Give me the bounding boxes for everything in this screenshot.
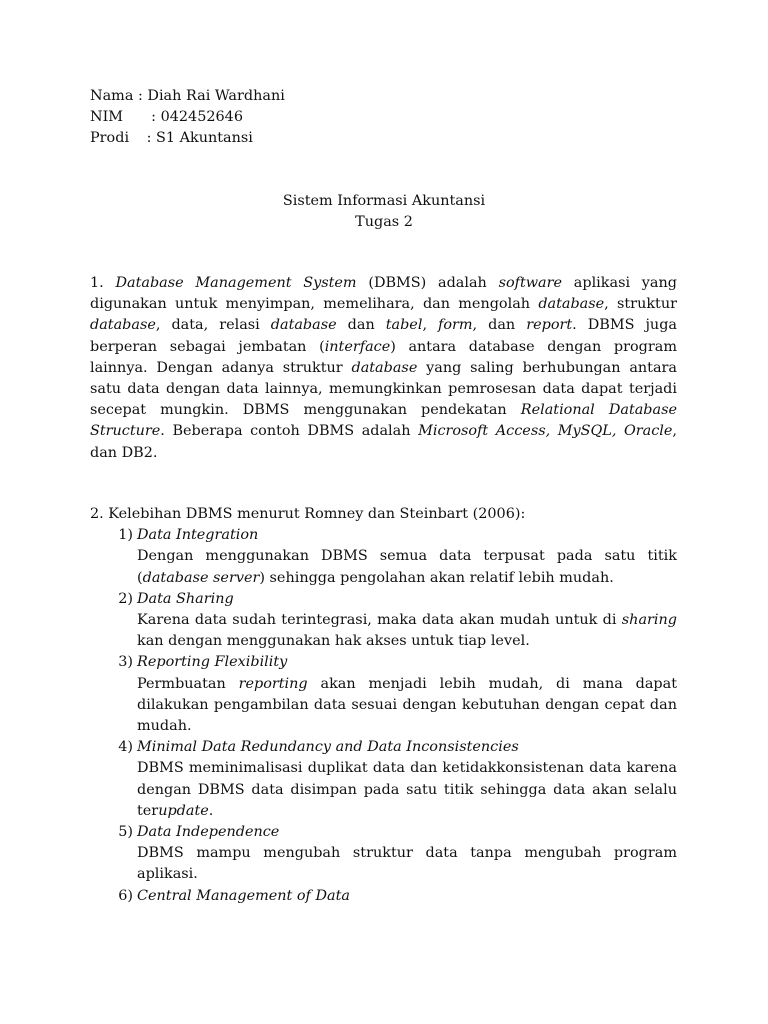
text-run: database xyxy=(538,296,605,313)
text-run: software xyxy=(498,275,563,291)
nama-row xyxy=(90,86,285,107)
list-number: 6) xyxy=(118,887,133,904)
prodi-value: : S1 Akuntansi xyxy=(142,130,253,147)
list-item xyxy=(90,652,677,673)
text-run: Database Management System xyxy=(115,275,357,291)
prodi-row xyxy=(90,128,285,149)
text-run: update xyxy=(158,802,209,819)
text-run: database xyxy=(351,359,418,376)
nim-label: NIM xyxy=(90,109,124,126)
text-run: yang saling berhubungan antara satu data dengan data lainnya, memungkinkan pemrosesan data dapat terjadi secepat mungkin. DBMS menggunakan pendekatan xyxy=(90,359,677,419)
list-item xyxy=(90,737,677,758)
text-run: . xyxy=(208,802,214,819)
list-item-description xyxy=(137,610,677,652)
text-run: database server xyxy=(142,569,260,586)
list-item-title: Data Sharing xyxy=(137,590,234,607)
text-run: tabel xyxy=(385,317,423,334)
text-run: DBMS mampu mengubah struktur data tanpa mengubah program aplikasi. xyxy=(137,845,677,883)
list-number: 3) xyxy=(118,654,133,671)
section-2-heading: 2. Kelebihan DBMS menurut Romney dan Steinbart (2006): xyxy=(90,506,526,522)
list-item xyxy=(90,822,677,843)
nim-value: : 042452646 xyxy=(142,109,243,126)
text-run: dan xyxy=(336,317,386,334)
list-number: 2) xyxy=(118,590,133,607)
document-title xyxy=(0,191,768,233)
nama-value: : Diah Rai Wardhani xyxy=(133,88,285,104)
text-run: kan dengan menggunakan hak akses untuk tiap level. xyxy=(137,633,530,650)
text-run: ) antara database dengan program lainnya. Dengan adanya struktur xyxy=(90,338,677,376)
title-line-1: Sistem Informasi Akuntansi xyxy=(282,193,486,209)
list-item-description xyxy=(137,546,677,588)
text-run: Dengan menggunakan DBMS semua data terpusat pada satu titik ( xyxy=(137,548,677,586)
list-item-description xyxy=(137,843,677,885)
list-item-title: Data Independence xyxy=(137,824,280,841)
text-run: form xyxy=(438,317,473,334)
section-1-paragraph xyxy=(90,273,677,464)
text-run: , xyxy=(422,317,439,334)
text-run: . Beberapa contoh DBMS adalah xyxy=(160,423,419,440)
list-number: 4) xyxy=(118,739,133,756)
text-run: report xyxy=(526,317,573,334)
text-run: , dan DB2. xyxy=(90,423,677,461)
list-number: 1) xyxy=(118,527,133,544)
nama-label: Nama xyxy=(90,88,134,104)
text-run: database xyxy=(270,317,337,334)
text-run: 1. xyxy=(90,275,116,291)
text-run: . DBMS juga berperan sebagai jembatan ( xyxy=(90,317,677,355)
text-run: Karena data sudah terintegrasi, maka data akan mudah untuk di xyxy=(137,612,622,629)
text-run: , struktur xyxy=(604,296,677,313)
text-run: aplikasi yang digunakan untuk menyimpan, memelihara, dan mengolah xyxy=(90,275,677,313)
list-item-description xyxy=(137,674,677,738)
list-item-title: Data Integration xyxy=(137,527,259,544)
text-run: Microsoft Access, MySQL, Oracle xyxy=(418,423,673,440)
text-run: (DBMS) adalah xyxy=(356,275,499,291)
list-item-description xyxy=(137,758,677,822)
list-number: 5) xyxy=(118,824,133,841)
list-item xyxy=(90,589,677,610)
list-item-title: Reporting Flexibility xyxy=(137,654,288,671)
list-item-title: Minimal Data Redundancy and Data Inconsistencies xyxy=(137,739,519,756)
nim-row xyxy=(90,107,285,128)
list-item xyxy=(90,886,677,907)
text-run: database xyxy=(90,317,156,334)
student-info xyxy=(90,86,285,150)
text-run: , dan xyxy=(472,317,527,334)
text-run: reporting xyxy=(238,675,308,692)
text-run: ) sehingga pengolahan akan relatif lebih mudah. xyxy=(259,569,614,586)
text-run: interface xyxy=(324,338,391,355)
prodi-label: Prodi xyxy=(90,130,130,147)
text-run: akan menjadi lebih mudah, di mana dapat dilakukan pengambilan data sesuai dengan kebutuhan dengan cepat dan mudah. xyxy=(137,675,678,735)
list-item xyxy=(90,525,677,546)
title-line-2: Tugas 2 xyxy=(355,214,413,231)
text-run: sharing xyxy=(621,612,677,629)
text-run: Relational Database Structure xyxy=(90,402,678,440)
list-item-title: Central Management of Data xyxy=(137,887,350,904)
text-run: , data, relasi xyxy=(155,317,271,334)
text-run: Permbuatan xyxy=(137,675,239,692)
section-2 xyxy=(90,504,677,907)
text-run: DBMS meminimalisasi duplikat data dan ketidakkonsistenan data karena dengan DBMS data disimpan pada satu titik sehingga data akan selalu ter xyxy=(137,760,677,819)
